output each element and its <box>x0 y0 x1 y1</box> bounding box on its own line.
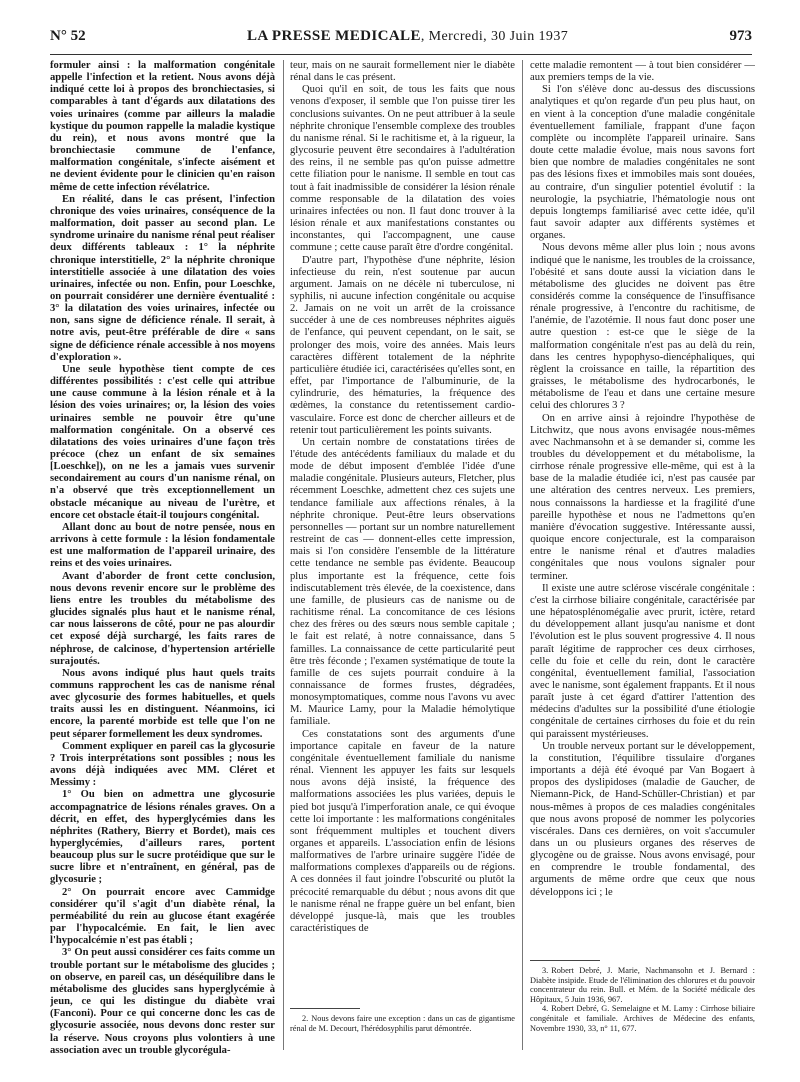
footnote-text: Nous devons faire une exception : dans un cas de gigantisme rénal de M. Decourt, l'hérédosyphilis parut démontrée. <box>290 1014 515 1033</box>
paragraph: Nous avons indiqué plus haut quels traits communs rapprochent les cas de nanisme rénal avec glycosurie des formes habituelles, et quels traits aussi les en distinguent. Néanmoins, ici encore, la parenté morbide est telle que l'on ne peut séparer formellement les deux syndromes. <box>50 667 275 740</box>
paragraph: Il existe une autre sclérose viscérale congénitale : c'est la cirrhose biliaire congénitale, caractérisée par une hépatosplénomégalie avec prurit, ictère, retard du développement allant jusqu'au nanisme et dont l'évolution est le plus souvent progressive 4. Il nous paraît légitime de rapprocher ces deux cirrhoses, celle du foie et celle du rein, dont le caractère congénital, éventuellement familial, l'association avec le nanisme, sont également frappants. Et il nous paraît juste à cet égard d'attirer l'attention des médecins d'adultes sur la possibilité d'une étiologie congénitale de certaines cirrhoses du foie et du rein qui paraissent mystérieuses. <box>530 582 755 740</box>
paragraph: Nous devons même aller plus loin ; nous avons indiqué que le nanisme, les troubles de la croissance, l'obésité et sans doute aussi la viciation dans le métabolisme des glucides ne doivent pas être considérés comme la conséquence de l'insuffisance rénale progressive, à l'encontre du rachitisme, de l'anémie, de l'azotémie. Il nous faut donc poser une autre question : est-ce que le siège de la malformation congénitale n'est pas au delà du rein, dans les centres hypophyso-diencéphaliques, qui règlent la croissance en taille, la répartition des graisses, le métabolisme des hydrocarbonés, le métabolisme de l'eau et dans une certaine mesure celui des chlorures 3 ? <box>530 242 755 412</box>
running-header <box>50 28 752 55</box>
page-number-left: N° 52 <box>50 28 86 44</box>
paragraph: Ces constatations sont des arguments d'une importance capitale en faveur de la nature congénitale éventuellement familiale du nanisme rénal. Viennent les appuyer les faits sur lesquels nous avons déjà insisté, la fréquence des malformations associées les plus variées, depuis le pied bot jusqu'à l'imperforation anale, ce qui évoque cette loi importante : les malformations congénitales sont fréquemment multiples et touchent divers organes et appareils. L'association enfin de lésions malformatives de l'arbre urinaire suggère l'idée de malformations complexes d'appareils ou de régions. A ces données il faut joindre l'obscurité ou plutôt la précocité remarquable du début ; nous avons dit que le nanisme rénal ne frappe guère un bel enfant, bien développé jusque-là, mais que les troubles caractéristiques de <box>290 728 515 935</box>
footnote-number: 4. <box>542 1004 549 1014</box>
paragraph: cette maladie remontent — à tout bien considérer — aux premiers temps de la vie. <box>530 60 755 84</box>
article-columns <box>50 60 755 1060</box>
paragraph: D'autre part, l'hypothèse d'une néphrite, lésion infectieuse du rein, n'est soutenue par aucun argument. Jamais on ne décèle ni tuberculose, ni syphilis, ni aucune infection congénitale ou acquise 2. Jamais on ne voit un arrêt de la croissance succéder à une de ces nombreuses néphrites aiguës de l'enfance, qui peuvent cependant, on le sait, se prolonger des mois, voire des années. Mais leurs caractères diffèrent totalement de la néphrite particulière étudiée ici, caractérisées qu'elles sont, en effet, par l'importance de l'albuminurie, de la cylindrurie, des hématuries, la fréquence des œdèmes, la constance du retentissement cardio-vasculaire. Force est donc de chercher ailleurs et de retenir tout particulièrement les points suivants. <box>290 254 515 436</box>
journal-title <box>247 28 568 45</box>
footnote-text: Robert Debré, G. Semelaigne et M. Lamy : Cirrhose biliaire congénitale et familiale. Archives de Médecine des enfants, Novembre 1930, 33, n° 11, 677. <box>530 1004 755 1033</box>
footnote <box>290 1014 515 1033</box>
footnote <box>530 966 755 1004</box>
paragraph: formuler ainsi : la malformation congénitale appelle l'infection et la retient. Nous avons déjà indiqué cette loi à propos des bronchiectasies, si comparables à tant d'égards aux dilatations des voies urinaires (comme par ailleurs la maladie kystique du poumon rappelle la maladie kystique du rein), et nous avons montré que la bronchiectasie commune de l'enfance, malformation congénitale, s'infecte aisément et ne devient évidente pour le clinicien qu'en raison même de cette infection révélatrice. <box>50 60 275 193</box>
paragraph: En réalité, dans le cas présent, l'infection chronique des voies urinaires, conséquence de la malformation, doit passer au second plan. Le syndrome urinaire du nanisme rénal peut réaliser deux différents tableaux : 1° la néphrite chronique interstitielle, 2° la néphrite chronique interstitielle associée à une dilatation des voies urinaires, infectée ou non. Enfin, pour Loeschke, on pourrait considérer une dernière éventualité : 3° la dilatation des voies urinaires, infectée ou non, sans signe de déficience rénale. Il serait, à notre avis, peut-être préférable de dire « sans signe de déficience rénale accessible à nos moyens d'exploration ». <box>50 193 275 363</box>
footnote-number: 3. <box>542 966 549 975</box>
paragraph: Une seule hypothèse tient compte de ces différentes possibilités : c'est celle qui attribue une cause commune à la lésion rénale et à la lésion des voies urinaires; or, la lésion des voies urinaires semble ne pouvoir être qu'une malformation congénitale. On a observé ces dilatations des voies urinaires d'une façon très précoce (chez un enfant de six semaines [Loeschke]), on ne les a jamais vues survenir secondairement au cours d'un nanisme rénal, on n'a observé que très exceptionnellement un obstacle mécanique au niveau de l'urètre, et encore cet obstacle était-il toujours congénital. <box>50 363 275 521</box>
paragraph: Allant donc au bout de notre pensée, nous en arrivons à cette formule : la lésion fondamentale est une malformation de l'appareil urinaire, des reins et des voies urinaires. <box>50 521 275 570</box>
footnote-rule <box>530 960 600 961</box>
paragraph: 1° Ou bien on admettra une glycosurie accompagnatrice de lésions rénales graves. On a décrit, en effet, des hyperglycémies dans les néphrites (Rathery, Bierry et Bordet), mais ces hyperglycémies, d'ailleurs rares, portent beaucoup plus sur le sucre protéidique que sur le sucre libre et n'entraînent, en général, pas de glycosurie ; <box>50 789 275 886</box>
issue-date: , Mercredi, 30 Juin 1937 <box>420 29 569 44</box>
footnote-text: Robert Debré, J. Marie, Nachmansohn et J. Bernard : Diabète insipide. Etude de l'élimination des chlorures et du pouvoir concentrateur du rein. Bull. et Mém. de la Société médicale des Hôpitaux, 5 Juin 1936, 967. <box>530 966 755 1004</box>
paragraph: Un trouble nerveux portant sur le développement, la constitution, l'équilibre tissulaire d'organes importants a déjà été évoqué par Van Bogaert à propos des dyslipidoses (maladie de Gaucher, de Niemann-Pick, de Hand-Schüller-Christian) et par nous-mêmes à propos de ces maladies congénitales que nous avons proposé de nommer les polycories viscérales. Dans ces dernières, on voit s'accumuler dans un ou plusieurs organes des réserves de glycogène ou de graisse. Nous avons envisagé, pour en comprendre le trouble fondamental, des arguments de même ordre que ceux que nous développons ici ; le <box>530 740 755 898</box>
footnote <box>530 1004 755 1033</box>
footnote-rule <box>290 1008 360 1009</box>
column-1 <box>50 60 275 1060</box>
column-3 <box>530 60 755 1060</box>
footnotes <box>530 960 755 1033</box>
paragraph: Quoi qu'il en soit, de tous les faits que nous venons d'exposer, il semble que l'on puisse tirer les conclusions suivantes. On ne peut attribuer à la seule néphrite chronique l'ensemble complexe des troubles du nanisme rénal. Si le rachitisme et, à la rigueur, la glycosurie peuvent être secondaires à l'adultération des reins, il ne semble pas qu'on puisse admettre cette filiation pour le nanisme. Il semble en tout cas tout à fait inadmissible de considérer la lésion rénale comme responsable de la dilatation des voies urinaires infectées ou non. Il faut donc trouver à la lésion rénale et aux manifestations constantes ou inconstantes, qui l'accompagnent, une cause commune ; cette cause paraît être d'ordre congénital. <box>290 84 515 254</box>
paragraph: 3° On peut aussi considérer ces faits comme un trouble portant sur le métabolisme des glucides ; on observe, en pareil cas, un déséquilibre dans le métabolisme des glucides sans hyperglycémie à jeun, ce qui les distingue du diabète vrai (Fanconi). Pour ce qui concerne donc les cas de glycosurie associée, nous devons donc rester sur la réserve. Nous croyons plus volontiers à une association avec un trouble glycorégula- <box>50 947 275 1056</box>
column-divider <box>522 60 523 1050</box>
column-divider <box>283 60 284 1050</box>
column-2 <box>290 60 515 1060</box>
paragraph: Un certain nombre de constatations tirées de l'étude des antécédents familiaux du malade et du mode de début imposent d'emblée l'idée d'une maladie congénitale. Plusieurs auteurs, Fletcher, plus récemment Loeschke, admettent chez ces sujets une tendance familiale aux affections rénales, à la néphrite chronique. Peut-être leurs observations personnelles — portant sur un nombre naturellement restreint de cas — donnent-elles cette impression, mais si l'on considère l'ensemble de la littérature cette tendance ne semble pas évidente. Beaucoup plus importante est la fréquence, cette fois indiscutablement très élevée, de la coexistence, dans une famille, de plusieurs cas de nanisme ou de rachitisme rénal. La concomitance de ces lésions chez des frères ou des sœurs nous semble capitale ; le fait est relaté, à notre connaissance, dans 5 familles. La connaissance de cette particularité peut être très féconde ; l'examen systématique de toute la famille de ces sujets pourrait conduire à la connaissance de formes frustes, dégradées, monosymptomatiques, comme nous l'avons vu avec M. Maurice Lamy, pour la Maladie hémolytique familiale. <box>290 436 515 728</box>
footnotes <box>290 1008 515 1033</box>
page-number-right: 973 <box>729 28 752 44</box>
journal-name: LA PRESSE MEDICALE <box>246 28 421 44</box>
footnote-number: 2. <box>302 1014 309 1023</box>
paragraph: Si l'on s'élève donc au-dessus des discussions analytiques et qu'on regarde d'un peu plus haut, on en vient à la conception d'une maladie congénitale éventuellement familiale, frappant d'une façon complète ou incomplète l'appareil urinaire. Sans doute cette maladie évolue, mais nous savons fort bien que nombre de maladies congénitales ne sont pas des lésions fixes et immobiles mais sont douées, au contraire, d'un singulier potentiel évolutif : la neurologie, la psychiatrie, l'hématologie nous ont depuis longtemps familiarisé avec cette idée, qu'il faut savoir adapter aux différents systèmes et organes. <box>530 84 755 242</box>
paragraph: Comment expliquer en pareil cas la glycosurie ? Trois interprétations sont possibles ; nous les avons déjà indiquées avec MM. Cléret et Messimy : <box>50 740 275 789</box>
paragraph: Avant d'aborder de front cette conclusion, nous devons revenir encore sur le problème des liens entre les troubles du métabolisme des glucides signalés plus haut et le nanisme rénal, car nous laisserons de côté, pour ne pas alourdir cet exposé déjà surchargé, les faits rares de néphrose, de calcinose, d'hypertension artérielle surajoutés. <box>50 570 275 667</box>
paragraph: On en arrive ainsi à rejoindre l'hypothèse de Litchwitz, que nous avons envisagée nous-mêmes avec Nachmansohn et à se demander si, comme les troubles du développement et du métabolisme, la cirrhose rénale progressive elle-même, qui est à la base de la maladie étudiée ici, n'est pas causée par une altération des centres nerveux. Les premiers, nous connaissons la hardiesse et la fragilité d'une pareille hypothèse et nous ne l'admettons qu'en manière d'évocation suggestive. Intéressante aussi, quoique encore conjecturale, est la comparaison entre le nanisme rénal et d'autres maladies congénitales que nous voulons signaler pour terminer. <box>530 412 755 582</box>
paragraph: 2° On pourrait encore avec Cammidge considérer qu'il s'agit d'un diabète rénal, la perméabilité du rein au glucose étant exagérée par l'hypocalcémie. En fait, le lien avec l'hypocalcémie n'est pas établi ; <box>50 886 275 947</box>
paragraph: teur, mais on ne saurait formellement nier le diabète rénal dans le cas présent. <box>290 60 515 84</box>
